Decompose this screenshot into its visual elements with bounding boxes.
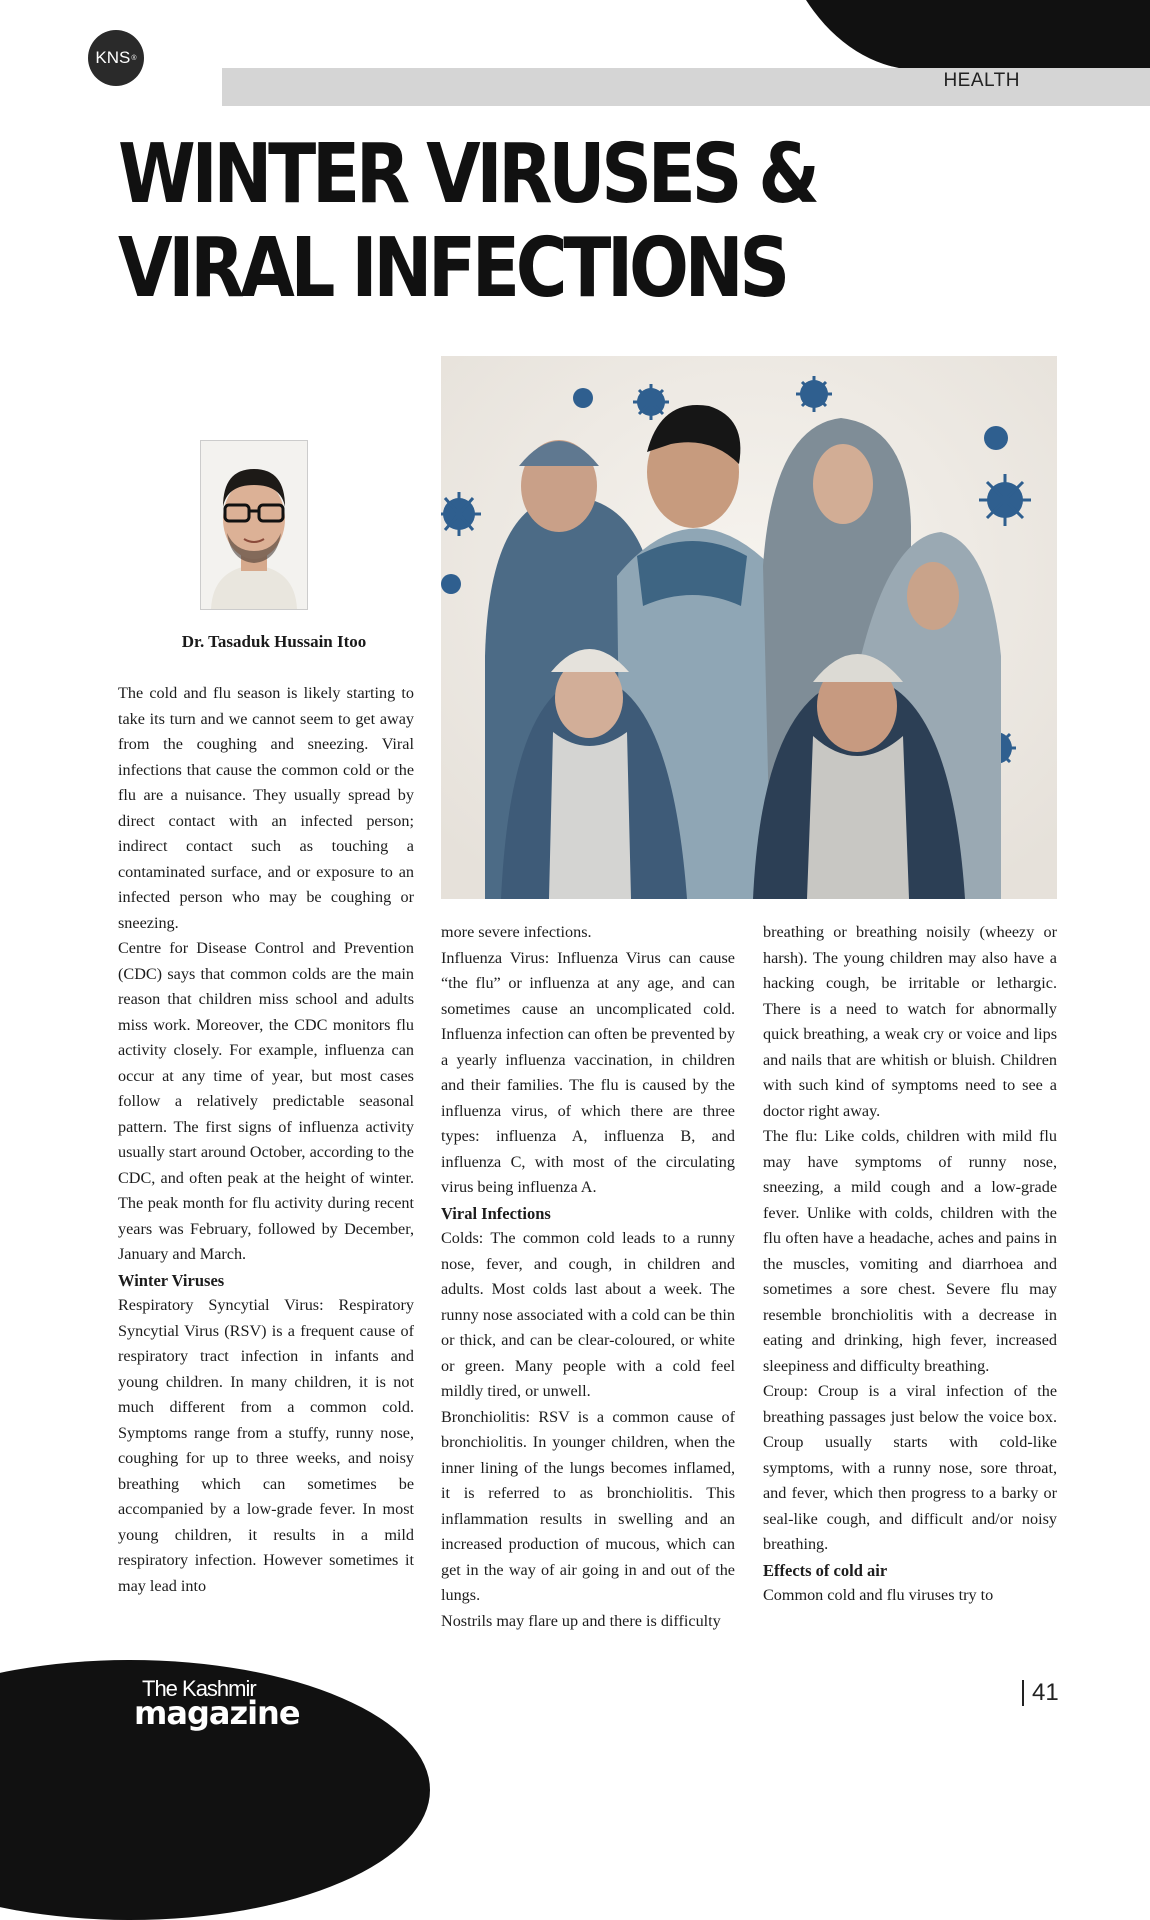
paragraph: The flu: Like colds, children with mild flu may have symptoms of runny nose, sneezing, a mild cough and a low-grade fever. Unlike with colds, children with the flu often have a headache, aches and pains in the muscles, vomiting and diarrhoea and sometimes a sore chest. Severe flu may resemble bronchiolitis with a decrease in eating and drinking, high fever, increased sleepiness and difficulty breathing.	[763, 1127, 1057, 1375]
article-title: WINTER VIRUSES & VIRAL INFECTIONS	[118, 127, 816, 316]
magazine-brand-top: The Kashmir	[142, 1676, 256, 1701]
kns-logo-text: KNS	[95, 48, 131, 67]
subheading: Effects of cold air	[763, 1560, 888, 1580]
magazine-brand-bottom: magazine	[134, 1694, 300, 1732]
paragraph: Nostrils may flare up and there is difficulty	[441, 1611, 721, 1630]
paragraph: breathing or breathing noisily (wheezy or harsh). The young children may also have a hacking cough, be irritable or lethargic. There is a need to watch for abnormally quick breathing, a weak cry or voice and lips and nails that are whitish or bluish. Children with such kind of symptoms need to see a doctor right away.	[763, 923, 1057, 1120]
paragraph: Croup: Croup is a viral infection of the breathing passages just below the voice box. Croup usually starts with cold-like symptoms, with a runny nose, sore throat, and fever, which then progress to a barky or seal-like cough, and difficult and/or noisy breathing.	[763, 1382, 1057, 1553]
paragraph: Centre for Disease Control and Prevention (CDC) says that common colds are the main reason that children miss school and adults miss work. Moreover, the CDC monitors flu activity closely. For example, influenza can occur at any time of year, but most cases follow a relatively predictable seasonal pattern. The first signs of influenza activity usually start around October, according to the CDC, and often peak at the height of winter. The peak month for flu activity during recent years was February, followed by December, January and March.	[118, 939, 414, 1263]
page-number: 41	[1022, 1680, 1059, 1706]
paragraph: The cold and flu season is likely starting to take its turn and we cannot seem to get away from the coughing and sneezing. Viral infections that cause the common cold or the flu are a nuisance. They usually spread by direct contact with an infected person; indirect contact such as touching a contaminated surface, and or exposure to an infected person who may be coughing or sneezing.	[118, 684, 414, 932]
author-photo	[200, 440, 308, 610]
kns-logo-mark: ®	[131, 54, 137, 62]
paragraph: Colds: The common cold leads to a runny nose, fever, and cough, in children and adults. Most colds last about a week. The runny nose associated with a cold can be thin or thick, and can be clear-coloured, or white or green. Many people with a cold feel mildly tired, or unwell.	[441, 1229, 735, 1400]
article-column-3	[763, 920, 1057, 1609]
paragraph: more severe infections.	[441, 923, 592, 941]
article-column-2	[441, 920, 735, 1634]
subheading: Winter Viruses	[118, 1270, 225, 1290]
header-corner-decoration	[770, 0, 1150, 70]
section-label: HEALTH	[943, 70, 1020, 91]
paragraph: Respiratory Syncytial Virus: Respiratory Syncytial Virus (RSV) is a frequent cause of respiratory tract infection in infants and young children. In many children, it is not much different from a common cold. Symptoms range from a stuffy, runny nose, coughing for up to three weeks, and noisy breathing which can sometimes be accompanied by a low-grade fever. In most young children, it results in a mild respiratory infection. However sometimes it may lead into	[118, 1296, 414, 1595]
paragraph: Influenza Virus: Influenza Virus can cause “the flu” or influenza at any age, and can sometimes cause an uncomplicated cold. Influenza infection can often be prevented by a yearly influenza vaccination, in children and their families. The flu is caused by the influenza virus, of which there are three types: influenza A, influenza B, and influenza C, with most of the circulating virus being influenza A.	[441, 948, 735, 1196]
kns-logo	[88, 30, 144, 86]
author-name: Dr. Tasaduk Hussain Itoo	[181, 632, 367, 651]
hero-illustration	[441, 356, 1057, 899]
subheading: Viral Infections	[441, 1203, 551, 1223]
paragraph: Common cold and flu viruses try to	[763, 1586, 994, 1604]
paragraph: Bronchiolitis: RSV is a common cause of bronchiolitis. In younger children, when the inner lining of the lungs becomes inflamed, it is referred to as bronchiolitis. This inflammation results in swelling and an increased production of mucous, which can get in the way of air going in and out of the lungs.	[441, 1407, 735, 1604]
article-column-1	[118, 681, 414, 1599]
